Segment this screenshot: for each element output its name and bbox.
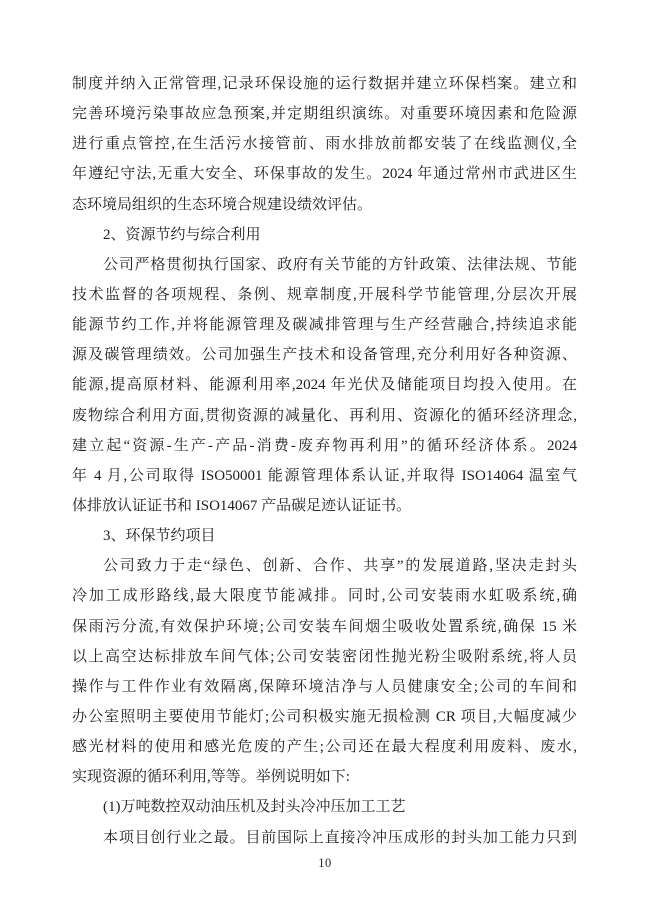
text-line: 本项目创行业之最。目前国际上直接冷冲压成形的封头加工能力只到	[103, 829, 577, 846]
text-line: 办公室照明主要使用节能灯;公司积极实施无损检测 CR 项目,大幅度减少	[72, 708, 577, 725]
text-line: 保雨污分流,有效保护环境;公司安装车间烟尘吸收处置系统,确保 15 米	[72, 618, 577, 635]
text-line: 废物综合利用方面,贯彻资源的减量化、再利用、资源化的循环经济理念,	[72, 407, 577, 424]
text-line: 实现资源的循环利用,等等。举例说明如下:	[72, 769, 350, 786]
text-block	[72, 69, 577, 853]
text-line: 感光材料的使用和感光危废的产生;公司还在最大程度利用废料、废水,	[72, 739, 577, 756]
text-line: 能源节约工作,并将能源管理及碳减排管理与生产经营融合,持续追求能	[72, 317, 577, 334]
text-line: 公司致力于走“绿色、创新、合作、共享”的发展道路,坚决走封头	[103, 558, 577, 575]
heading-line: (1)万吨数控双动油压机及封头冷冲压加工工艺	[103, 799, 406, 816]
text-line: 源及碳管理绩效。公司加强生产技术和设备管理,充分利用好各种资源、	[72, 347, 577, 364]
text-line: 态环境局组织的生态环境合规建设绩效评估。	[72, 196, 373, 213]
text-line: 年 4 月,公司取得 ISO50001 能源管理体系认证,并取得 ISO14064 温室气	[72, 467, 577, 484]
text-line: 体排放认证证书和 ISO14067 产品碳足迹认证证书。	[72, 497, 412, 514]
heading-line: 3、环保节约项目	[103, 528, 216, 545]
text-line: 年遵纪守法,无重大安全、环保事故的发生。2024 年通过常州市武进区生	[72, 166, 577, 183]
text-line: 能源,提高原材料、能源利用率,2024 年光伏及储能项目均投入使用。在	[72, 377, 577, 394]
text-line: 技术监督的各项规程、条例、规章制度,开展科学节能管理,分层次开展	[72, 286, 577, 303]
text-line: 制度并纳入正常管理,记录环保设施的运行数据并建立环保档案。建立和	[72, 76, 577, 92]
text-line: 进行重点管控,在生活污水接管前、雨水排放前都安装了在线监测仪,全	[72, 136, 577, 153]
text-line: 完善环境污染事故应急预案,并定期组织演练。对重要环境因素和危险源	[72, 106, 577, 123]
text-line: 以上高空达标排放车间气体;公司安装密闭性抛光粉尘吸附系统,将人员	[72, 648, 577, 665]
text-line: 操作与工件作业有效隔离,保障环境洁净与人员健康安全;公司的车间和	[72, 678, 577, 695]
text-line: 建立起“资源-生产-产品-消费-废弃物再利用”的循环经济体系。2024	[72, 437, 577, 454]
text-line: 公司严格贯彻执行国家、政府有关节能的方针政策、法律法规、节能	[103, 256, 577, 273]
heading-line: 2、资源节约与综合利用	[103, 226, 261, 243]
page-number: 10	[318, 856, 332, 870]
text-line: 冷加工成形路线,最大限度节能减排。同时,公司安装雨水虹吸系统,确	[72, 588, 577, 605]
